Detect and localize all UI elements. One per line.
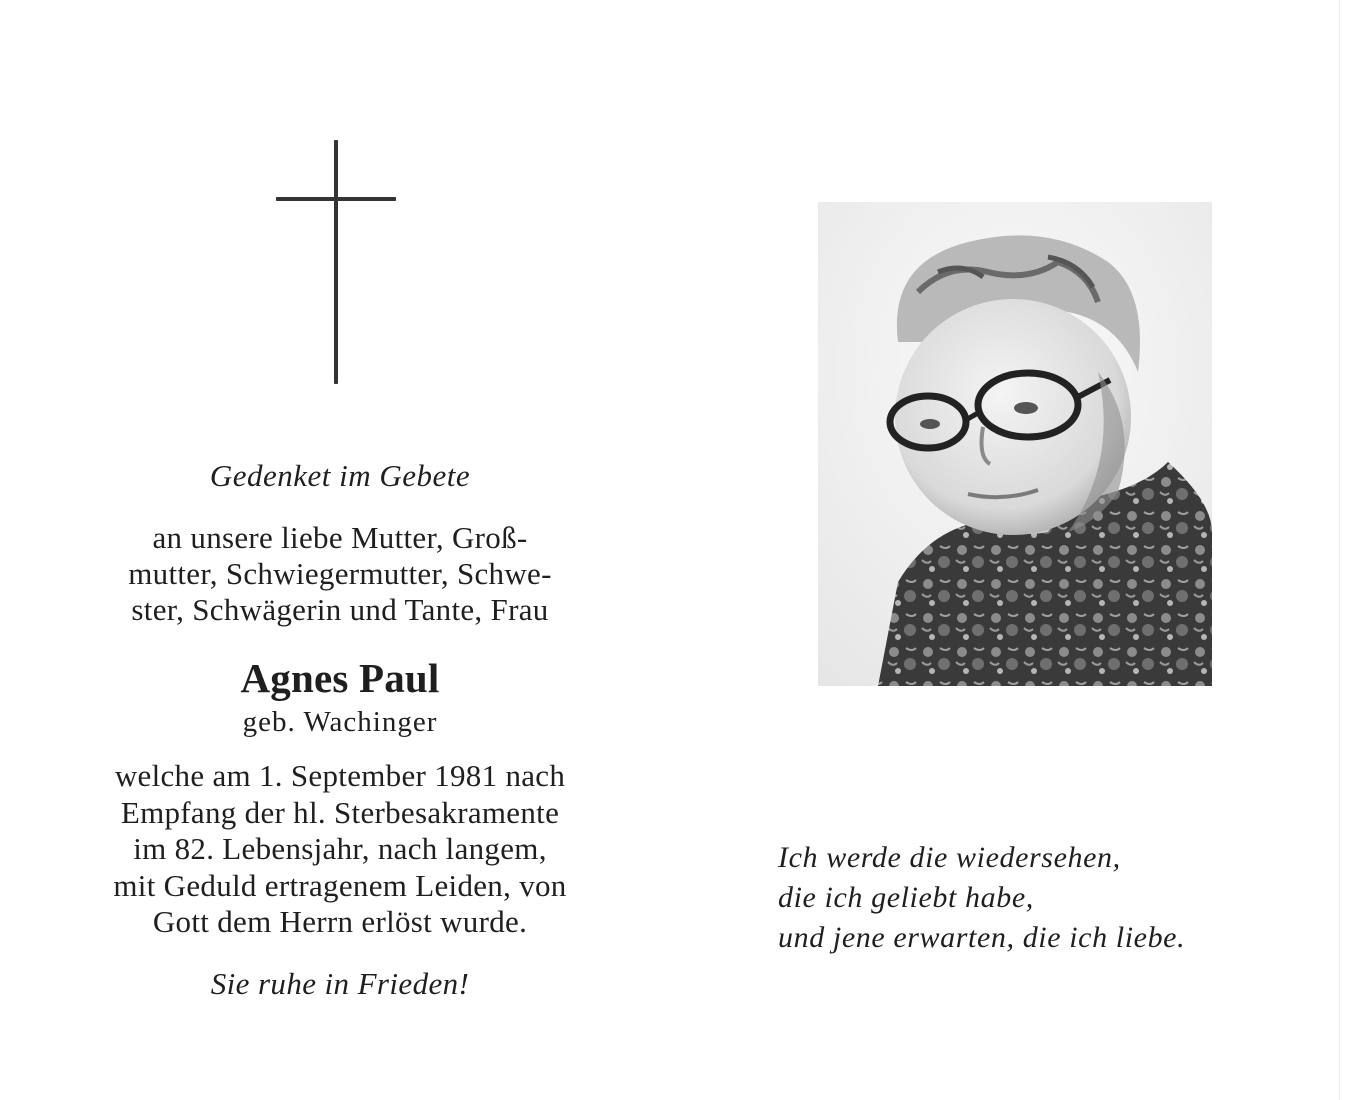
- relations-line: mutter, Schwiegermutter, Schwe-: [128, 556, 552, 591]
- card-edge-divider: [1339, 0, 1340, 1100]
- quote-line: die ich geliebt habe,: [778, 881, 1034, 914]
- cross-horizontal-bar: [276, 197, 396, 201]
- notice-line: mit Geduld ertragenem Leiden, von: [113, 867, 567, 903]
- quote-line: und jene erwarten, die ich liebe.: [778, 921, 1186, 954]
- quote-line: Ich werde die wiedersehen,: [778, 841, 1121, 874]
- relations-line: an unsere liebe Mutter, Groß-: [152, 520, 528, 555]
- cross-icon: [276, 140, 396, 384]
- cross-vertical-bar: [334, 140, 338, 384]
- notice-line: Gott dem Herrn erlöst wurde.: [152, 904, 528, 939]
- relations-line: ster, Schwägerin und Tante, Frau: [131, 592, 549, 627]
- intro-text: Gedenket im Gebete: [209, 458, 471, 493]
- death-notice-text: [60, 758, 620, 941]
- notice-line: im 82. Lebensjahr, nach langem,: [133, 831, 547, 866]
- deceased-name: Agnes Paul: [240, 655, 440, 701]
- closing-blessing: Sie ruhe in Frieden!: [210, 966, 470, 1001]
- relations-text: [60, 520, 620, 628]
- notice-line: Empfang der hl. Sterbesakramente: [120, 794, 560, 830]
- notice-line: welche am 1. September 1981 nach: [114, 758, 566, 793]
- memorial-quote: [778, 838, 1318, 958]
- maiden-name: geb. Wachinger: [242, 706, 438, 738]
- portrait-photo-icon: [818, 202, 1212, 686]
